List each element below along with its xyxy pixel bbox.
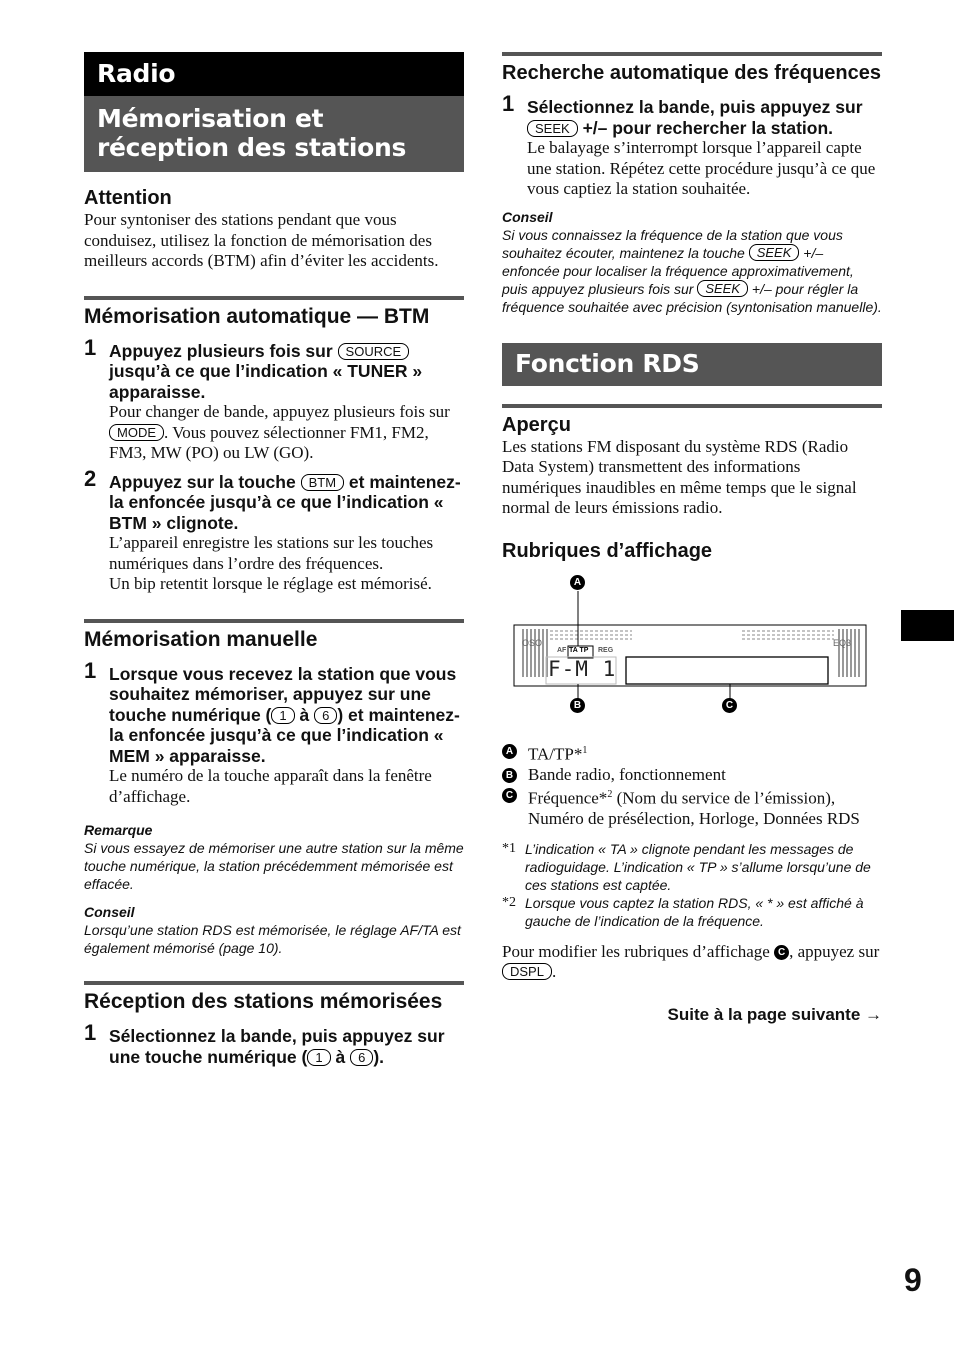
apercu-heading: Aperçu [502,413,571,436]
reception-heading: Réception des stations mémorisées [84,990,443,1013]
apercu-text: Les stations FM disposant du système RDS (Radio Data System) transmettent des informations numériques inaudibles en même temps que le signal normal de leurs émissions radio. [502,436,857,517]
step-number: 1 [84,334,97,360]
step-body: Pour changer de bande, appuyez plusieurs fois sur MODE . Vous pouvez sélectionner FM1, FM2, FM3, MW (PO) ou LW (GO). [109,402,450,462]
reception-step-1 [84,1020,464,1067]
seek-step-1 [502,91,882,200]
band-readout: F-M 1 [548,656,617,681]
mode-key: MODE [109,424,164,441]
callout-c-inline: C [774,945,789,960]
chapter-title: Radio [84,52,464,96]
key-6: 6 [314,707,337,724]
attention-block [84,186,464,272]
step-number: 1 [84,1020,97,1045]
step-title: Appuyez plusieurs fois sur SOURCE jusqu’à ce que l’indication « TUNER » apparaisse. [109,340,423,402]
step-body-2: Un bip retentit lorsque le réglage est mémorisé. [109,574,432,593]
manual-section [84,619,464,958]
modify-display-text: Pour modifier les rubriques d’affichage C , appuyez sur DSPL . [502,941,880,982]
source-key: SOURCE [338,343,410,360]
btm-key: BTM [301,474,344,491]
reception-section [84,981,464,1067]
seek-key: SEEK [749,244,800,261]
page-number: 9 [904,1262,922,1298]
manual-step-1 [84,657,464,808]
af-label: AF [557,646,567,654]
step-title: Sélectionnez la bande, puis appuyez sur une touche numérique ( 1 à 6 ). [109,1026,445,1067]
level-meter-left [522,629,548,677]
step-number: 2 [84,465,97,491]
auto-step-1 [84,334,464,464]
segment-strip [550,631,834,639]
legend-item: B Bande radio, fonctionnement [502,765,882,786]
callout-c: C [722,698,737,713]
level-meter-right [838,629,860,677]
manual-heading: Mémorisation manuelle [84,627,318,651]
attention-heading: Attention [84,187,172,209]
step-title: Lorsque vous recevez la station que vous souhaitez mémoriser, appuyez sur une touche numérique ( 1 à 6 ) et maintenez-la enfoncée jusqu’à ce que l’indication « MEM » apparaisse. [109,663,460,766]
footnote: *1 L’indication « TA » clignote pendant les messages de radioguidage. L’indication « TP » s’allume lorsqu’une de ces stations est captée. [502,840,871,893]
seek-section [502,52,882,316]
oso-label: OSO [522,637,543,648]
key-1: 1 [307,1049,330,1066]
footnote: *2 Lorsque vous captez la station RDS, « * » est affiché à gauche de l’indication de la fréquence. [502,894,864,929]
seek-key: SEEK [697,280,748,297]
step-number: 1 [84,657,97,683]
rubriques-heading: Rubriques d’affichage [502,539,713,562]
callout-b: B [570,698,585,713]
step-title: Sélectionnez la bande, puis appuyez sur SEEK +/– pour rechercher la station. [527,97,863,138]
legend-item: C Fréquence*$^2$ (Nom du service de l’émission), Numéro de présélection, Horloge, Données RDS [502,785,882,830]
footnotes [502,840,882,930]
dspl-key: DSPL [502,963,552,980]
tip-text: Lorsqu’une station RDS est mémorisée, le réglage AF/TA est également mémorisé (page 10). [84,922,461,956]
key-1: 1 [271,707,294,724]
auto-btm-section [84,296,464,595]
left-column [84,52,464,1067]
display-legend [502,741,882,830]
step-body-1: L’appareil enregistre les stations sur les touches numériques dans l’ordre des fréquences. [109,533,434,573]
rds-title: Fonction RDS [502,343,882,386]
note-text: Si vous essayez de mémoriser une autre station sur la même touche numérique, la station précédemment mémorisée est effacée. [84,840,464,892]
right-column [502,52,882,1025]
seek-key: SEEK [527,120,578,137]
step-title: Appuyez sur la touche BTM et maintenez-la enfoncée jusqu’à ce que l’indication « BTM » clignote. [109,471,461,533]
next-page-link: Suite à la page suivante → [667,1004,882,1024]
callout-a: A [570,575,585,590]
display-illustration [502,571,882,741]
section-title: Mémorisation et réception des stations [84,96,464,172]
display-diagram [502,571,882,741]
legend-item: A TA/TP*$^1$ [502,741,882,765]
apercu-section [502,404,882,519]
attention-text: Pour syntoniser des stations pendant que vous conduisez, utilisez la fonction de mémorisation des meilleurs accords (BTM) afin d’éviter les accidents. [84,210,439,270]
auto-btm-heading: Mémorisation automatique — BTM [84,304,430,328]
step-body: Le balayage s’interrompt lorsque l’appareil capte une station. Répétez cette procédure jusqu’à ce que vous captiez la station souhaitée. [527,138,876,198]
seek-heading: Recherche automatique des fréquences [502,62,882,84]
section-tab-marker [901,610,954,641]
auto-step-2 [84,465,464,595]
tip-heading: Conseil [84,904,135,920]
reg-label: REG [598,646,614,654]
note-heading: Remarque [84,822,153,838]
step-body: Le numéro de la touche apparaît dans la fenêtre d’affichage. [109,766,432,806]
ta-tp-label: TA TP [569,646,589,654]
tip-text: Si vous connaissez la fréquence de la station que vous souhaitez écouter, maintenez la touche SEEK +/– enfoncée pour localiser la fréquence approximativement, puis appuyez plusieurs fois sur SEEK +/– pour régler la fréquence souhaitée avec précision (syntonisation manuelle). [502,226,882,315]
eq3-label: EQ3 [833,637,852,648]
key-6: 6 [350,1049,373,1066]
tip-heading: Conseil [502,208,553,225]
step-number: 1 [502,91,515,116]
